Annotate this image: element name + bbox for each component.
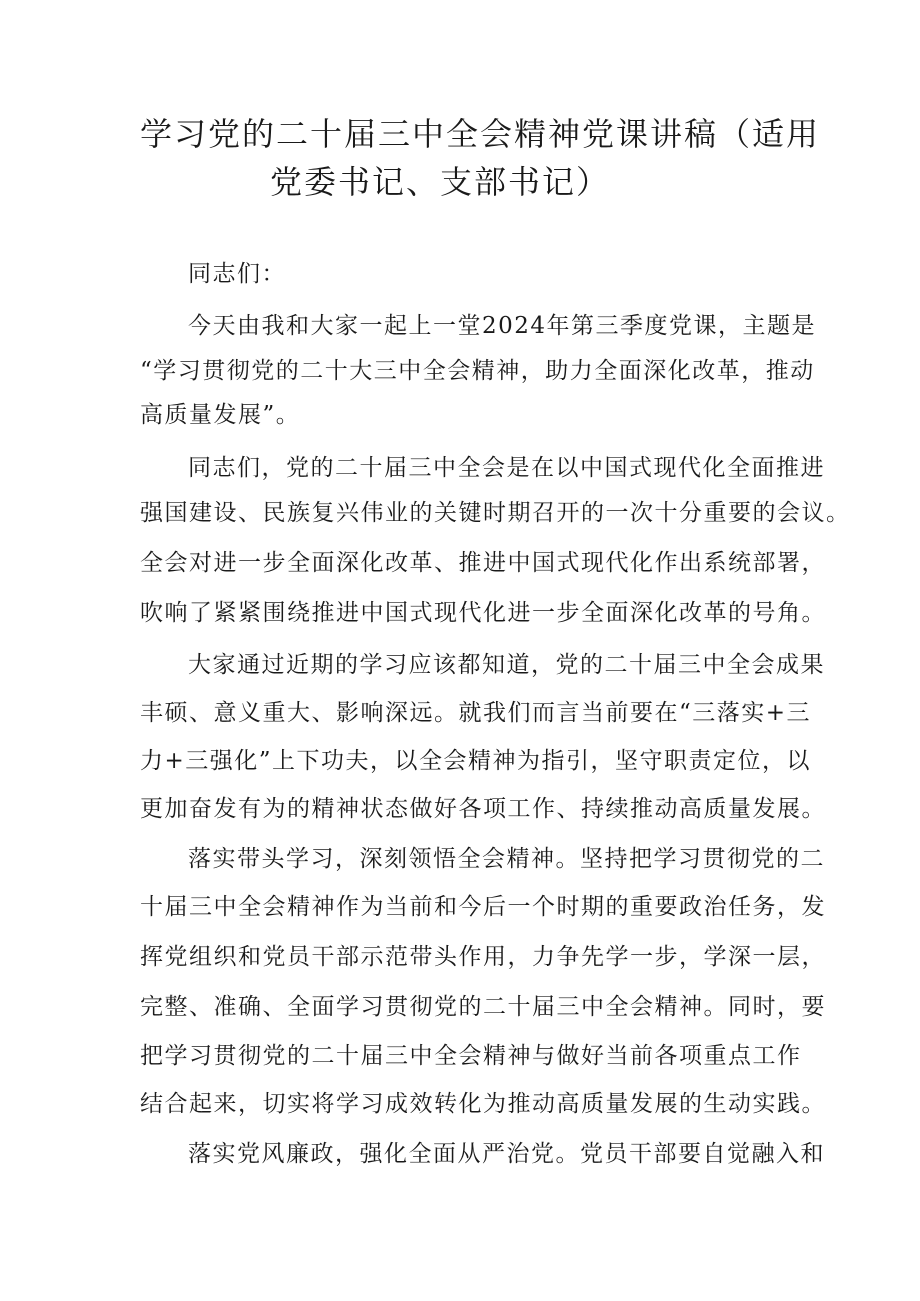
paragraph-line: 完整、准确、全面学习贯彻党的二十届三中全会精神。同时，要 bbox=[140, 994, 826, 1020]
salutation: 同志们： bbox=[188, 261, 286, 287]
paragraph-line: 强国建设、民族复兴伟业的关键时期召开的一次十分重要的会议。 bbox=[140, 500, 851, 526]
paragraph-line: 落实党风廉政，强化全面从严治党。党员干部要自觉融入和 bbox=[188, 1141, 825, 1167]
paragraph-line: 结合起来，切实将学习成效转化为推动高质量发展的生动实践。 bbox=[140, 1091, 826, 1117]
paragraph-line: 丰硕、意义重大、影响深远。就我们而言当前要在“三落实+三 bbox=[140, 700, 812, 726]
paragraph-line: 大家通过近期的学习应该都知道，党的二十届三中全会成果 bbox=[188, 652, 825, 678]
paragraph-line: 更加奋发有为的精神状态做好各项工作、持续推动高质量发展。 bbox=[140, 796, 826, 822]
document-title-line-2: 党委书记、支部书记） bbox=[270, 163, 611, 201]
paragraph-line: 高质量发展”。 bbox=[140, 402, 301, 428]
paragraph-line: 把学习贯彻党的二十届三中全会精神与做好当前各项重点工作 bbox=[140, 1043, 802, 1069]
paragraph-line: 落实带头学习，深刻领悟全会精神。坚持把学习贯彻党的二 bbox=[188, 846, 825, 872]
paragraph-line: 吹响了紧紧围绕推进中国式现代化进一步全面深化改革的号角。 bbox=[140, 600, 826, 626]
paragraph-line: 今天由我和大家一起上一堂2024年第三季度党课，主题是 bbox=[188, 313, 817, 339]
paragraph-line: 全会对进一步全面深化改革、推进中国式现代化作出系统部署， bbox=[140, 550, 826, 576]
document-title-line-1: 学习党的二十届三中全会精神党课讲稿（适用 bbox=[140, 115, 821, 153]
paragraph-line: 力+三强化”上下功夫，以全会精神为指引，坚守职责定位，以 bbox=[140, 748, 812, 774]
paragraph-line: 挥党组织和党员干部示范带头作用，力争先学一步，学深一层， bbox=[140, 944, 826, 970]
paragraph-line: 十届三中全会精神作为当前和今后一个时期的重要政治任务，发 bbox=[140, 894, 826, 920]
paragraph-line: 同志们，党的二十届三中全会是在以中国式现代化全面推进 bbox=[188, 455, 825, 481]
paragraph-line: “学习贯彻党的二十大三中全会精神，助力全面深化改革，推动 bbox=[140, 358, 815, 384]
